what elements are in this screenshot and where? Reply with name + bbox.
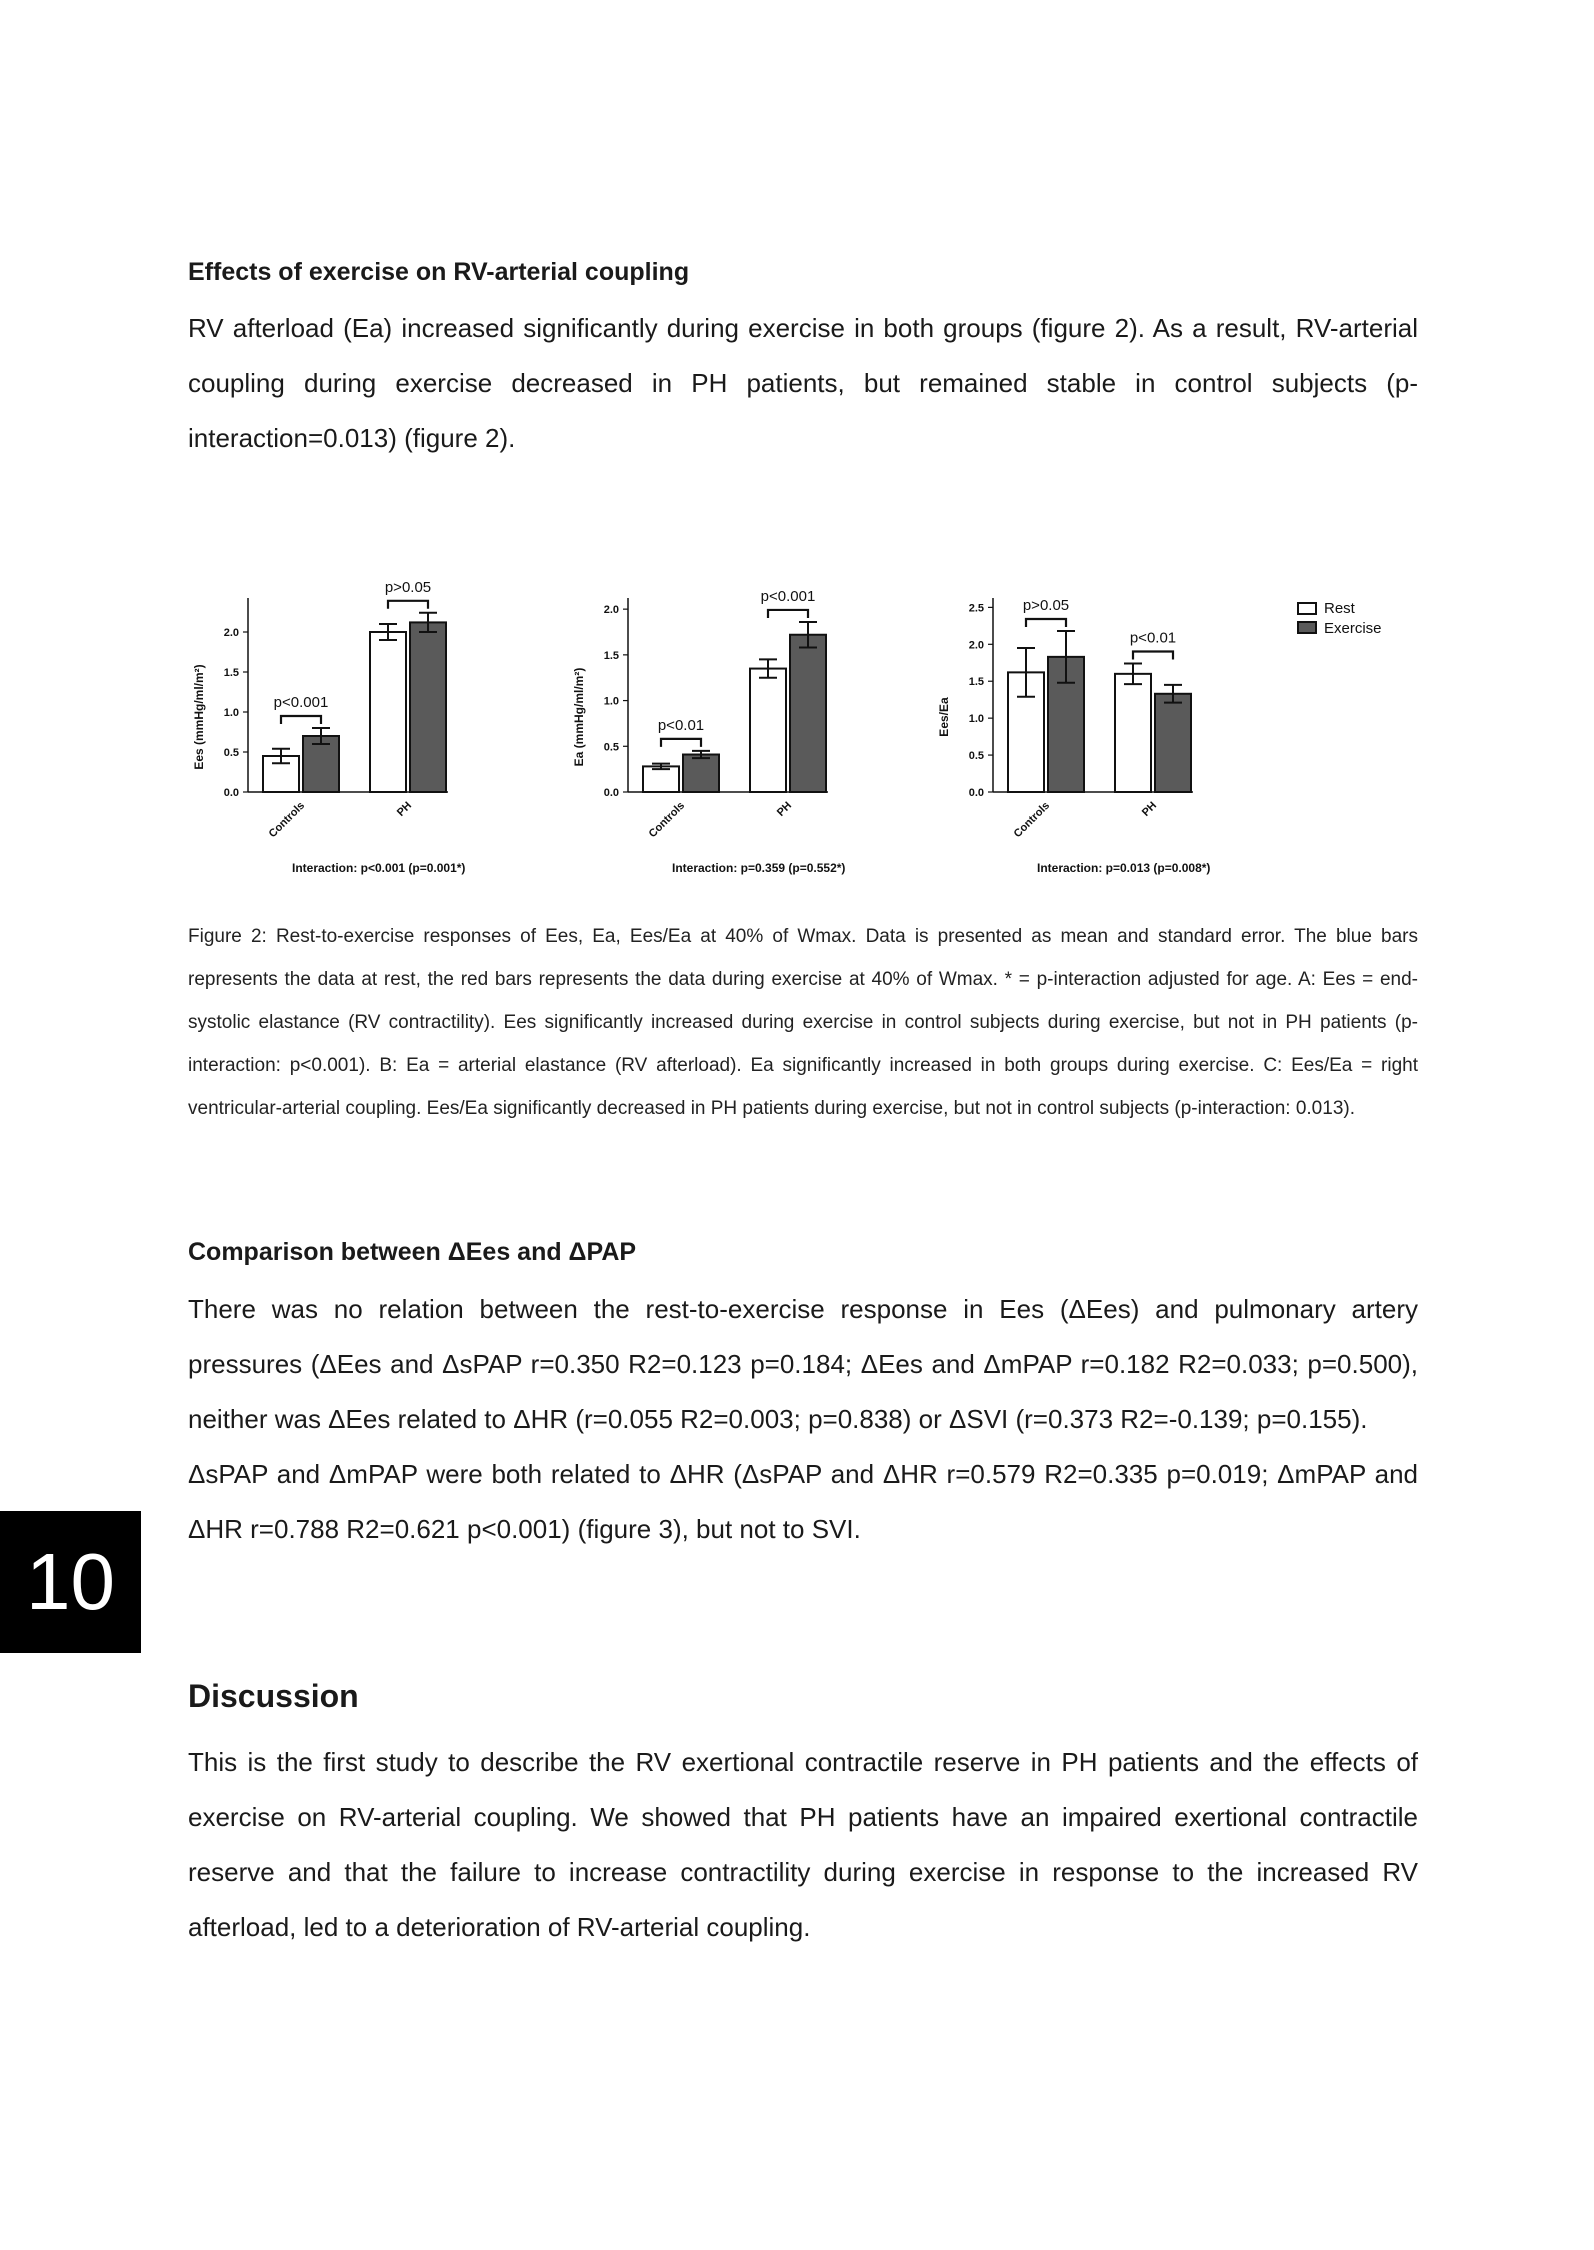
section-comparison: [188, 1238, 1418, 1267]
y-tick-label: 1.5: [968, 676, 984, 689]
y-axis-label: Ea (mmHg/ml/m²): [572, 667, 586, 767]
significance-label: p<0.001: [760, 587, 816, 605]
y-tick-label: 2.0: [968, 639, 984, 652]
bar-ph-rest: [1115, 674, 1151, 792]
y-tick-label: 1.0: [223, 707, 239, 719]
interaction-label: Interaction: p=0.013 (p=0.008*): [1037, 861, 1211, 875]
page-number: 10: [0, 1511, 141, 1653]
section-heading: Effects of exercise on RV-arterial coupling: [188, 258, 690, 286]
y-tick-label: 1.0: [968, 713, 984, 726]
section-discussion-paragraph-block: [188, 1735, 1418, 1955]
y-tick-label: 0.5: [968, 750, 984, 763]
legend-exercise-swatch: [1298, 622, 1316, 633]
bar-ph-exercise: [1155, 694, 1191, 792]
chart-panel-b: [572, 588, 845, 875]
significance-bracket: [661, 739, 701, 747]
bar-controls-exercise: [683, 755, 719, 792]
figure-2: [188, 545, 1418, 885]
bar-controls-rest: [643, 766, 679, 792]
body-paragraph: This is the first study to describe the RV exertional contractile reserve in PH patients and the effects of exercise on RV-arterial coupling. We showed that PH patients have an impaired exertional contractile reserve and that the failure to increase contractility during exercise in response to the increased RV afterload, led to a deterioration of RV-arterial coupling.: [188, 1747, 1418, 1942]
significance-bracket: [768, 610, 808, 618]
legend-exercise-label: Exercise: [1324, 620, 1382, 637]
section-comparison-paragraph-block: [188, 1282, 1418, 1557]
interaction-label: Interaction: p<0.001 (p=0.001*): [292, 861, 466, 875]
bar-ph-rest: [370, 632, 406, 792]
legend-rest-swatch: [1298, 603, 1316, 614]
y-axis-label: Ees (mmHg/ml/m²): [192, 664, 206, 770]
y-tick-label: 1.0: [603, 695, 619, 708]
y-tick-label: 2.0: [603, 604, 619, 617]
chart-panel-a: [192, 579, 465, 875]
significance-label: p<0.01: [1129, 629, 1177, 647]
y-axis-label: Ees/Ea: [937, 697, 951, 737]
x-tick-label: PH: [1139, 799, 1160, 819]
significance-label: p<0.01: [657, 716, 705, 734]
x-tick-label: PH: [394, 799, 415, 819]
y-tick-label: 0.0: [603, 787, 619, 799]
significance-bracket: [1133, 652, 1173, 660]
y-tick-label: 0.5: [603, 741, 619, 754]
significance-bracket: [281, 716, 321, 724]
section-heading: Comparison between ΔEes and ΔPAP: [188, 1238, 637, 1266]
y-tick-label: 1.5: [603, 649, 619, 662]
section-effects-paragraph-block: [188, 301, 1418, 466]
x-tick-label: Controls: [266, 799, 308, 841]
section-effects-of-exercise: [188, 258, 1418, 287]
body-paragraph: There was no relation between the rest-to-exercise response in Ees (ΔEes) and pulmonary artery pressures (ΔEes and ΔsPAP r=0.350 R2=0.123 p=0.184; ΔEes and ΔmPAP r=0.182 R2=0.033; p=0.500), neither was ΔEes related to ΔHR (r=0.055 R2=0.003; p=0.838) or ΔSVI (r=0.373 R2=-0.139; p=0.155).: [188, 1294, 1418, 1434]
x-tick-label: PH: [774, 799, 795, 819]
significance-bracket: [1026, 619, 1066, 627]
significance-label: p>0.05: [384, 578, 432, 596]
figure-panels: [192, 579, 1210, 875]
x-tick-label: Controls: [646, 799, 688, 841]
chart-panel-c: [937, 597, 1210, 875]
bar-ph-exercise: [410, 622, 446, 792]
y-tick-label: 0.5: [223, 747, 239, 759]
legend-rest-label: Rest: [1324, 600, 1355, 617]
y-tick-label: 2.5: [968, 602, 984, 615]
figure-caption-block: [188, 915, 1418, 1130]
y-tick-label: 1.5: [223, 667, 239, 679]
body-paragraph: ΔsPAP and ΔmPAP were both related to ΔHR (ΔsPAP and ΔHR r=0.579 R2=0.335 p=0.019; ΔmPAP and ΔHR r=0.788 R2=0.621 p<0.001) (figure 3), but not to SVI.: [188, 1459, 1418, 1544]
y-tick-label: 2.0: [223, 627, 239, 639]
significance-label: p<0.001: [273, 694, 329, 711]
x-tick-label: Controls: [1011, 799, 1053, 841]
bar-ph-exercise: [790, 635, 826, 792]
figure-caption: Figure 2: Rest-to-exercise responses of Ees, Ea, Ees/Ea at 40% of Wmax. Data is presented as mean and standard error. The blue bars represents the data at rest, the red bars represents the data during exercise at 40% of Wmax. * = p-interaction adjusted for age. A: Ees = end-systolic elastance (RV contractility). Ees significantly increased during exercise in control subjects during exercise, but not in PH patients (p-interaction: p<0.001). B: Ea = arterial elastance (RV afterload). Ea significantly increased in both groups during exercise. C: Ees/Ea = right ventricular-arterial coupling. Ees/Ea significantly decreased in PH patients during exercise, but not in control subjects (p-interaction: 0.013).: [188, 926, 1418, 1119]
significance-bracket: [388, 601, 428, 609]
y-tick-label: 0.0: [223, 787, 239, 799]
section-discussion: [188, 1678, 1418, 1715]
significance-label: p>0.05: [1022, 597, 1070, 615]
figure-legend: [1298, 600, 1382, 637]
interaction-label: Interaction: p=0.359 (p=0.552*): [672, 861, 846, 875]
y-tick-label: 0.0: [968, 787, 984, 799]
body-paragraph: RV afterload (Ea) increased significantly during exercise in both groups (figure 2). As a result, RV-arterial coupling during exercise decreased in PH patients, but remained stable in control subjects (p-interaction=0.013) (figure 2).: [188, 313, 1418, 453]
bar-ph-rest: [750, 669, 786, 792]
section-title: Discussion: [188, 1678, 359, 1714]
